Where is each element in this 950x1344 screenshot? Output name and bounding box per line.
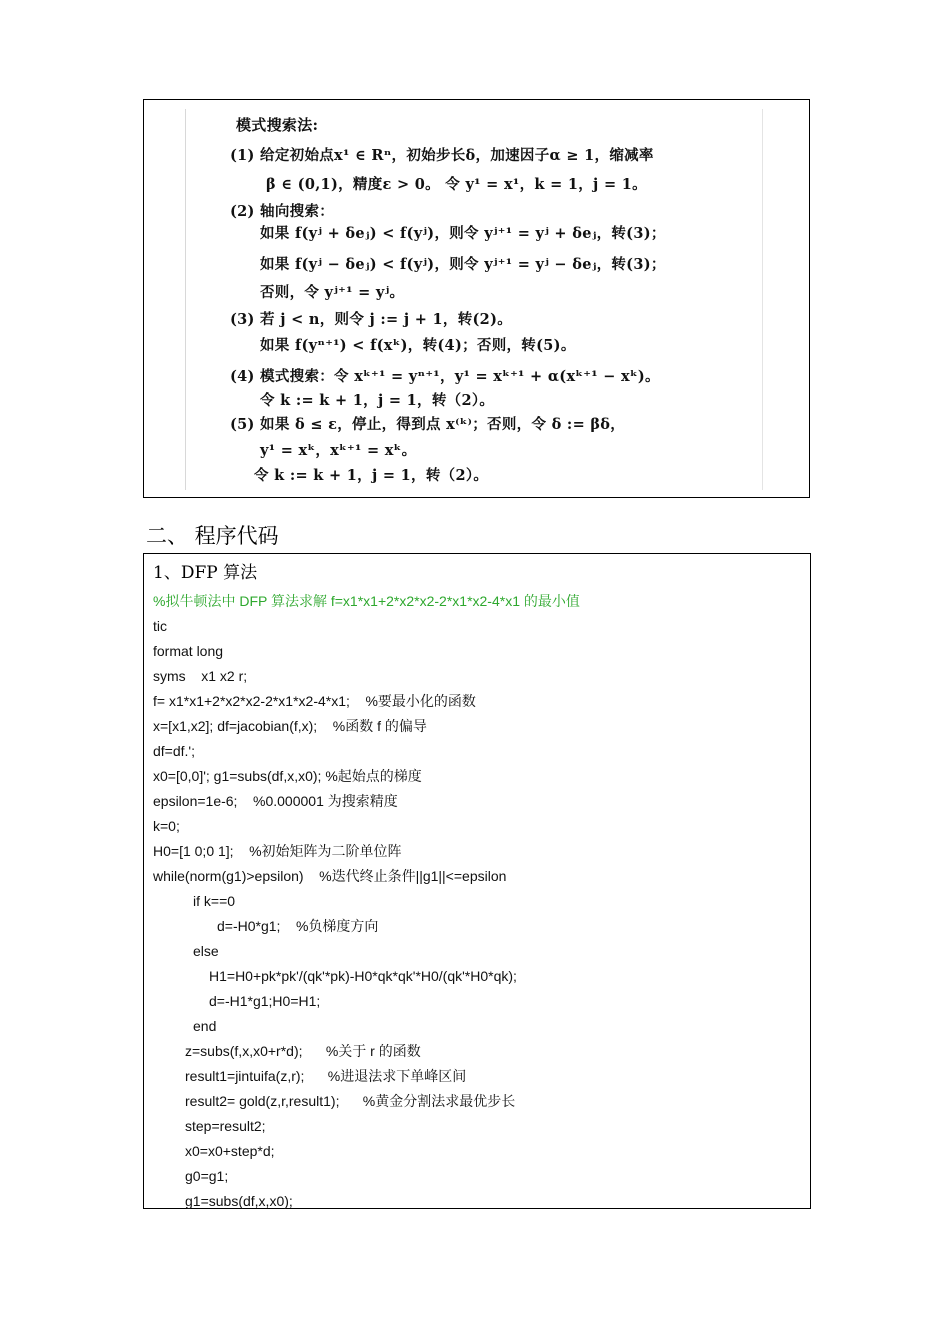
code-line: else [193,943,219,959]
code-line: result1=jintuifa(z,r); %进退法求下单峰区间 [185,1068,467,1084]
code-line: end [193,1018,217,1034]
code-line: epsilon=1e-6; %0.000001 为搜索精度 [153,793,398,809]
algorithm-step-line: (2) 轴向搜索： [230,203,335,220]
code-line: if k==0 [193,893,236,909]
algorithm-step-line: 令 k := k + 1，j = 1，转（2）。 [254,467,489,484]
algorithm-step-line: 令 k := k + 1，j = 1，转（2）。 [260,392,495,409]
code-listing-box [143,553,811,1209]
code-line: g0=g1; [185,1168,229,1184]
algorithm-step-line: 否则，令 yʲ⁺¹ = yʲ。 [260,284,405,301]
algorithm-step-line: (5) 如果 δ ≤ ε，停止，得到点 x⁽ᵏ⁾；否则，令 δ := βδ， [230,416,626,433]
code-line: k=0; [153,818,180,834]
code-line: syms x1 x2 r; [153,668,248,684]
code-line: x=[x1,x2]; df=jacobian(f,x); %函数 f 的偏导 [153,718,427,734]
code-line: while(norm(g1)>epsilon) %迭代终止条件||g1||<=epsilon [153,868,507,884]
algorithm-step-line: (1) 给定初始点x¹ ∈ Rⁿ，初始步长δ，加速因子α ≥ 1，缩减率 [230,147,654,164]
algorithm-title: 模式搜索法: [236,116,319,134]
algorithm-scanned-image [185,109,763,490]
algorithm-figure-box [143,99,810,498]
code-line: d=-H1*g1;H0=H1; [209,993,321,1009]
section-heading: 二、 程序代码 [146,524,279,548]
algorithm-step-line: y¹ = xᵏ，xᵏ⁺¹ = xᵏ。 [260,442,417,459]
code-line: x0=[0,0]'; g1=subs(df,x,x0); %起始点的梯度 [153,768,422,784]
code-comment-line: %拟牛顿法中 DFP 算法求解 f=x1*x1+2*x2*x2-2*x1*x2-4*x1 的最小值 [153,593,580,609]
algorithm-step-line: (3) 若 j < n，则令 j := j + 1，转(2)。 [230,311,513,328]
code-line: x0=x0+step*d; [185,1143,275,1159]
algorithm-step-line: (4) 模式搜索：令 xᵏ⁺¹ = yⁿ⁺¹，y¹ = xᵏ⁺¹ + α(xᵏ⁺¹ − xᵏ)。 [230,368,660,385]
code-line: step=result2; [185,1118,266,1134]
code-line: d=-H0*g1; %负梯度方向 [217,918,379,934]
code-line: df=df.'; [153,743,195,759]
code-line: g1=subs(df,x,x0); [185,1193,293,1209]
code-line: H0=[1 0;0 1]; %初始矩阵为二阶单位阵 [153,843,402,859]
algorithm-step-line: 如果 f(yʲ − δeⱼ) < f(yʲ)，则令 yʲ⁺¹ = yʲ − δeⱼ，转(3)； [260,256,666,273]
code-line: H1=H0+pk*pk'/(qk'*pk)-H0*qk*qk'*H0/(qk'*H0*qk); [209,968,517,984]
code-line: f= x1*x1+2*x2*x2-2*x1*x2-4*x1; %要最小化的函数 [153,693,476,709]
code-line: z=subs(f,x,x0+r*d); %关于 r 的函数 [185,1043,421,1059]
code-line: result2= gold(z,r,result1); %黄金分割法求最优步长 [185,1093,516,1109]
algorithm-step-line: 如果 f(yⁿ⁺¹) < f(xᵏ)，转(4)；否则，转(5)。 [260,337,576,354]
code-line: format long [153,643,224,659]
code-subheading: 1、DFP 算法 [153,563,258,583]
algorithm-step-line: β ∈ (0,1)，精度ε > 0。 令 y¹ = x¹，k = 1，j = 1。 [266,176,647,193]
code-line: tic [153,618,167,634]
algorithm-step-line: 如果 f(yʲ + δeⱼ) < f(yʲ)，则令 yʲ⁺¹ = yʲ + δeⱼ，转(3)； [260,225,666,242]
